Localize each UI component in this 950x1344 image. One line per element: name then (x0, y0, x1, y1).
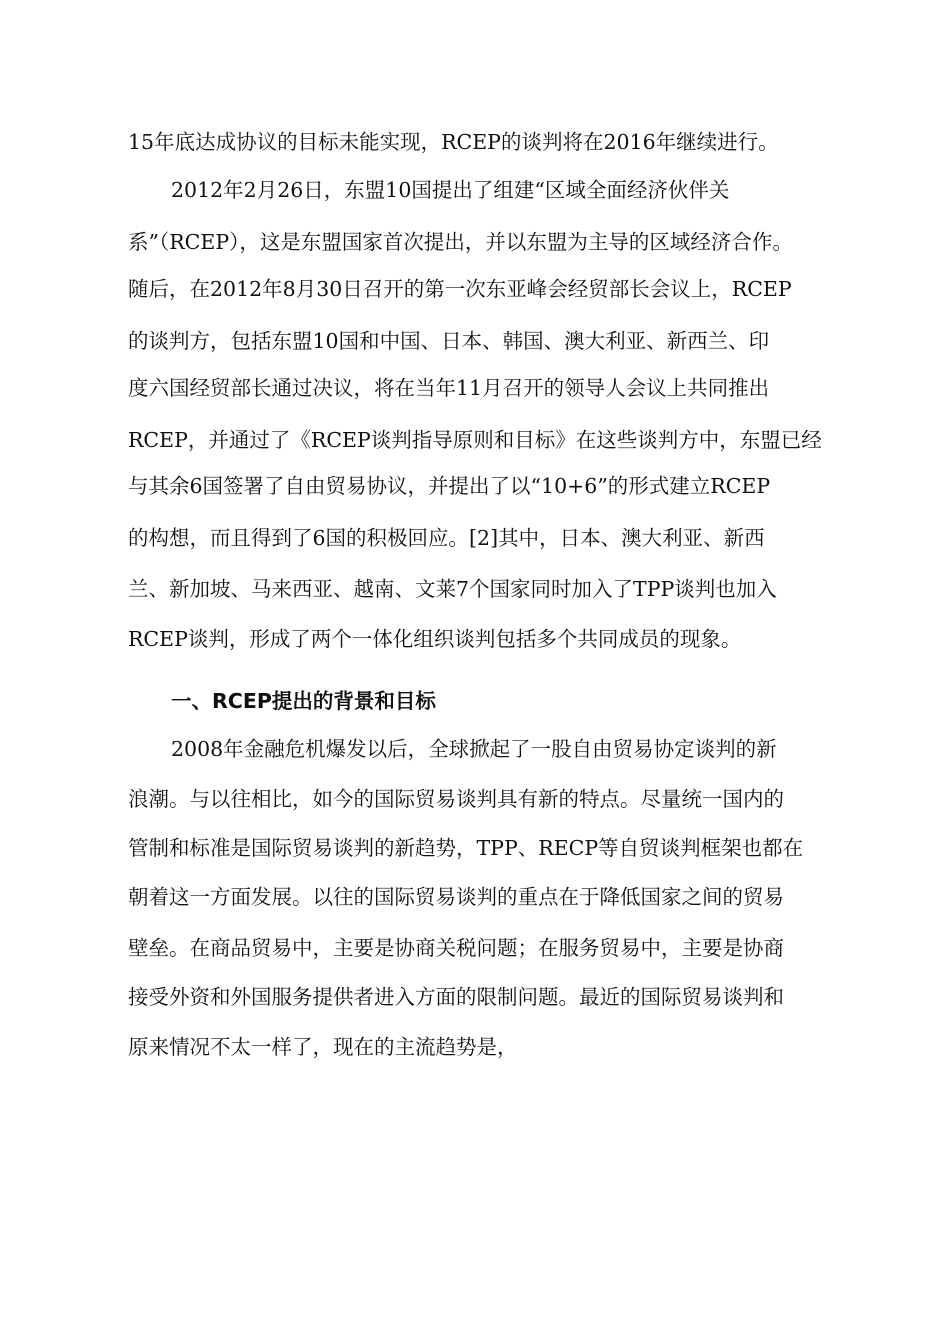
paragraph-line: 壁垒。在商品贸易中，主要是协商关税问题；在服务贸易中，主要是协商 (128, 936, 784, 960)
paragraph-line: 2012年2月26日，东盟10国提出了组建“区域全面经济伙伴关 (171, 178, 730, 202)
paragraph-line: 浪潮。与以往相比，如今的国际贸易谈判具有新的特点。尽量统一国内的 (128, 787, 784, 811)
paragraph-line: 管制和标准是国际贸易谈判的新趋势，TPP、RECP等自贸谈判框架也都在 (128, 836, 804, 860)
paragraph-line: 与其余6国签署了自由贸易协议，并提出了以“10+6”的形式建立RCEP (128, 474, 771, 498)
paragraph-line: RCEP，并通过了《RCEP谈判指导原则和目标》在这些谈判方中，东盟已经 (128, 428, 822, 452)
paragraph-line: 2008年金融危机爆发以后，全球掀起了一股自由贸易协定谈判的新 (171, 737, 777, 761)
paragraph-line: 原来情况不太一样了，现在的主流趋势是， (128, 1035, 518, 1059)
paragraph-line: 度六国经贸部长通过决议，将在当年11月召开的领导人会议上共同推出 (128, 376, 770, 400)
paragraph-line: 的构想，而且得到了6国的积极回应。[2]其中，日本、澳大利亚、新西 (128, 526, 765, 550)
paragraph-line: 接受外资和外国服务提供者进入方面的限制问题。最近的国际贸易谈判和 (128, 985, 784, 1009)
paragraph-line: 15年底达成协议的目标未能实现，RCEP的谈判将在2016年继续进行。 (128, 130, 779, 154)
paragraph-line: 兰、新加坡、马来西亚、越南、文莱7个国家同时加入了TPP谈判也加入 (128, 577, 777, 601)
paragraph-line: 随后，在2012年8月30日召开的第一次东亚峰会经贸部长会议上，RCEP (128, 277, 792, 301)
paragraph-line: 朝着这一方面发展。以往的国际贸易谈判的重点在于降低国家之间的贸易 (128, 885, 784, 909)
paragraph-line: 的谈判方，包括东盟10国和中国、日本、韩国、澳大利亚、新西兰、印 (128, 329, 770, 353)
paragraph-line: 系”（RCEP），这是东盟国家首次提出，并以东盟为主导的区域经济合作。 (128, 230, 793, 254)
paragraph-line: RCEP谈判，形成了两个一体化组织谈判包括多个共同成员的现象。 (128, 627, 742, 651)
section-heading: 一、RCEP提出的背景和目标 (171, 689, 436, 713)
